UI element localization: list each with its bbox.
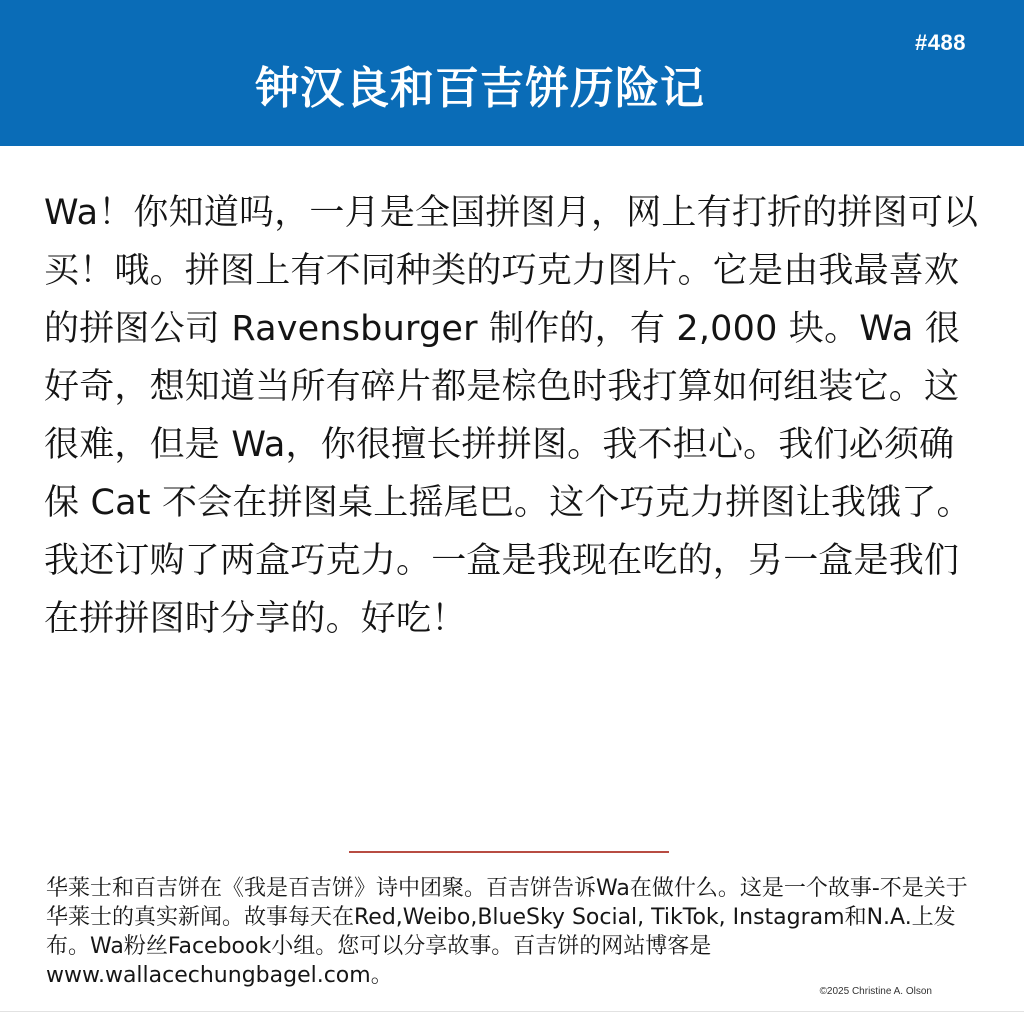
bottom-divider	[0, 1011, 1024, 1012]
episode-number: #488	[915, 30, 966, 55]
copyright-text: ©2025 Christine A. Olson	[819, 986, 932, 997]
footer-note: 华莱士和百吉饼在《我是百吉饼》诗中团聚。百吉饼告诉Wa在做什么。这是一个故事-不是关于华莱士的真实新闻。故事每天在Red,Weibo,BlueSky Social, TikTok, Instagram和N.A.上发布。Wa粉丝Facebook小组。您可以分享故事。百吉饼的网站博客是www.wallacechungbagel.com。	[46, 876, 968, 988]
story-text: Wa！你知道吗，一月是全国拼图月，网上有打折的拼图可以买！哦。拼图上有不同种类的巧克力图片。它是由我最喜欢的拼图公司 Ravensburger 制作的，有 2,000 块。Wa 很好奇，想知道当所有碎片都是棕色时我打算如何组装它。这很难，但是 Wa，你很擅长拼拼图。我不担心。我们必须确保 Cat 不会在拼图桌上摇尾巴。这个巧克力拼图让我饿了。我还订购了两盒巧克力。一盒是我现在吃的，另一盒是我们在拼拼图时分享的。好吃！	[44, 193, 979, 639]
header-banner	[0, 0, 1024, 146]
section-divider	[349, 851, 669, 853]
page-title: 钟汉良和百吉饼历险记	[255, 63, 705, 114]
